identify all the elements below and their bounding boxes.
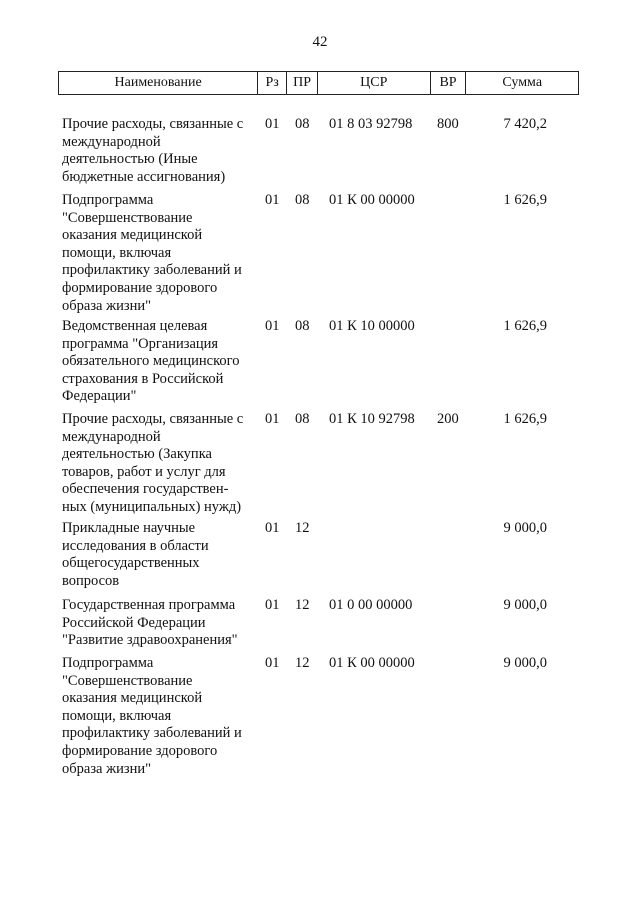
row-pr: 08 (295, 192, 310, 208)
row-pr: 12 (295, 520, 310, 536)
row-sum: 9 000,0 (503, 655, 547, 671)
row-name-line: деятельностью (Закупка (62, 446, 212, 463)
row-name-line: Прикладные научные (62, 520, 196, 536)
row-sum: 1 626,9 (503, 318, 547, 334)
row-name (62, 192, 262, 315)
row-rz: 01 (265, 655, 280, 671)
row-pr: 12 (295, 655, 310, 671)
row-vr: 800 (437, 116, 459, 132)
header-rz: Рз (258, 72, 287, 94)
row-name-line: Федерации" (62, 388, 137, 405)
row-name-line: бюджетные ассигнования) (62, 168, 226, 185)
row-name-line: обеспечения государствен- (62, 481, 229, 498)
page-number: 42 (312, 34, 328, 50)
row-rz: 01 (265, 192, 280, 208)
row-pr: 08 (295, 116, 310, 132)
row-name-line: профилактику заболеваний и (62, 725, 242, 742)
row-csr: 01 0 00 00000 (329, 597, 413, 613)
row-sum: 7 420,2 (503, 116, 547, 132)
row-sum: 9 000,0 (503, 520, 547, 536)
row-pr: 08 (295, 411, 310, 427)
row-csr: 01 К 10 92798 (329, 411, 415, 427)
row-name-line: Государственная программа (62, 597, 236, 613)
row-name-line: вопросов (62, 572, 120, 589)
row-name-line: образа жизни" (62, 760, 152, 777)
row-csr: 01 К 00 00000 (329, 192, 415, 208)
row-csr: 01 К 00 00000 (329, 655, 415, 671)
row-pr: 08 (295, 318, 310, 334)
row-rz: 01 (265, 318, 280, 334)
header-name: Наименование (59, 72, 258, 94)
row-name-line: образа жизни" (62, 297, 152, 314)
row-name-line: Подпрограмма (62, 655, 154, 671)
row-sum: 1 626,9 (503, 192, 547, 208)
row-name-line: международной (62, 133, 161, 150)
row-name-line: оказания медицинской (62, 227, 203, 244)
row-name (62, 411, 262, 517)
header-vr: ВР (431, 72, 467, 94)
row-name-line: Ведомственная целевая (62, 318, 208, 334)
header-sum: Сумма (502, 75, 543, 90)
row-pr: 12 (295, 597, 310, 613)
row-csr: 01 К 10 00000 (329, 318, 415, 334)
row-name-line: страхования в Российской (62, 370, 224, 387)
row-sum: 9 000,0 (503, 597, 547, 613)
row-name-line: "Развитие здравоохранения" (62, 632, 238, 649)
row-rz: 01 (265, 520, 280, 536)
row-name-line: оказания медицинской (62, 690, 203, 707)
row-name (62, 655, 262, 778)
row-name-line: "Совершенствование (62, 209, 193, 226)
row-name-line: программа "Организация (62, 335, 219, 352)
row-name-line: помощи, включая (62, 707, 172, 724)
row-rz: 01 (265, 411, 280, 427)
row-name-line: Российской Федерации (62, 614, 206, 631)
header-pr: ПР (287, 72, 318, 94)
row-name-line: помощи, включая (62, 244, 172, 261)
row-name-line: Прочие расходы, связанные с (62, 116, 244, 132)
row-name-line: международной (62, 428, 161, 445)
row-rz: 01 (265, 116, 280, 132)
row-name (62, 597, 262, 650)
row-rz: 01 (265, 597, 280, 613)
row-vr: 200 (437, 411, 459, 427)
row-name-line: Прочие расходы, связанные с (62, 411, 244, 427)
row-name-line: формирование здорового (62, 742, 218, 759)
row-name-line: обязательного медицинского (62, 353, 240, 370)
row-name-line: ных (муниципальных) нужд) (62, 498, 242, 515)
row-name-line: товаров, работ и услуг для (62, 463, 226, 480)
row-name-line: исследования в области (62, 537, 209, 554)
row-csr: 01 8 03 92798 (329, 116, 413, 132)
header-csr: ЦСР (318, 72, 431, 94)
row-name-line: "Совершенствование (62, 672, 193, 689)
row-name-line: общегосударственных (62, 555, 200, 572)
row-name-line: Подпрограмма (62, 192, 154, 208)
row-name (62, 520, 262, 590)
row-name-line: формирование здорового (62, 279, 218, 296)
table-header (58, 71, 579, 95)
row-name (62, 116, 262, 186)
row-name-line: профилактику заболеваний и (62, 262, 242, 279)
row-name (62, 318, 262, 406)
row-sum: 1 626,9 (503, 411, 547, 427)
row-name-line: деятельностью (Иные (62, 151, 198, 168)
